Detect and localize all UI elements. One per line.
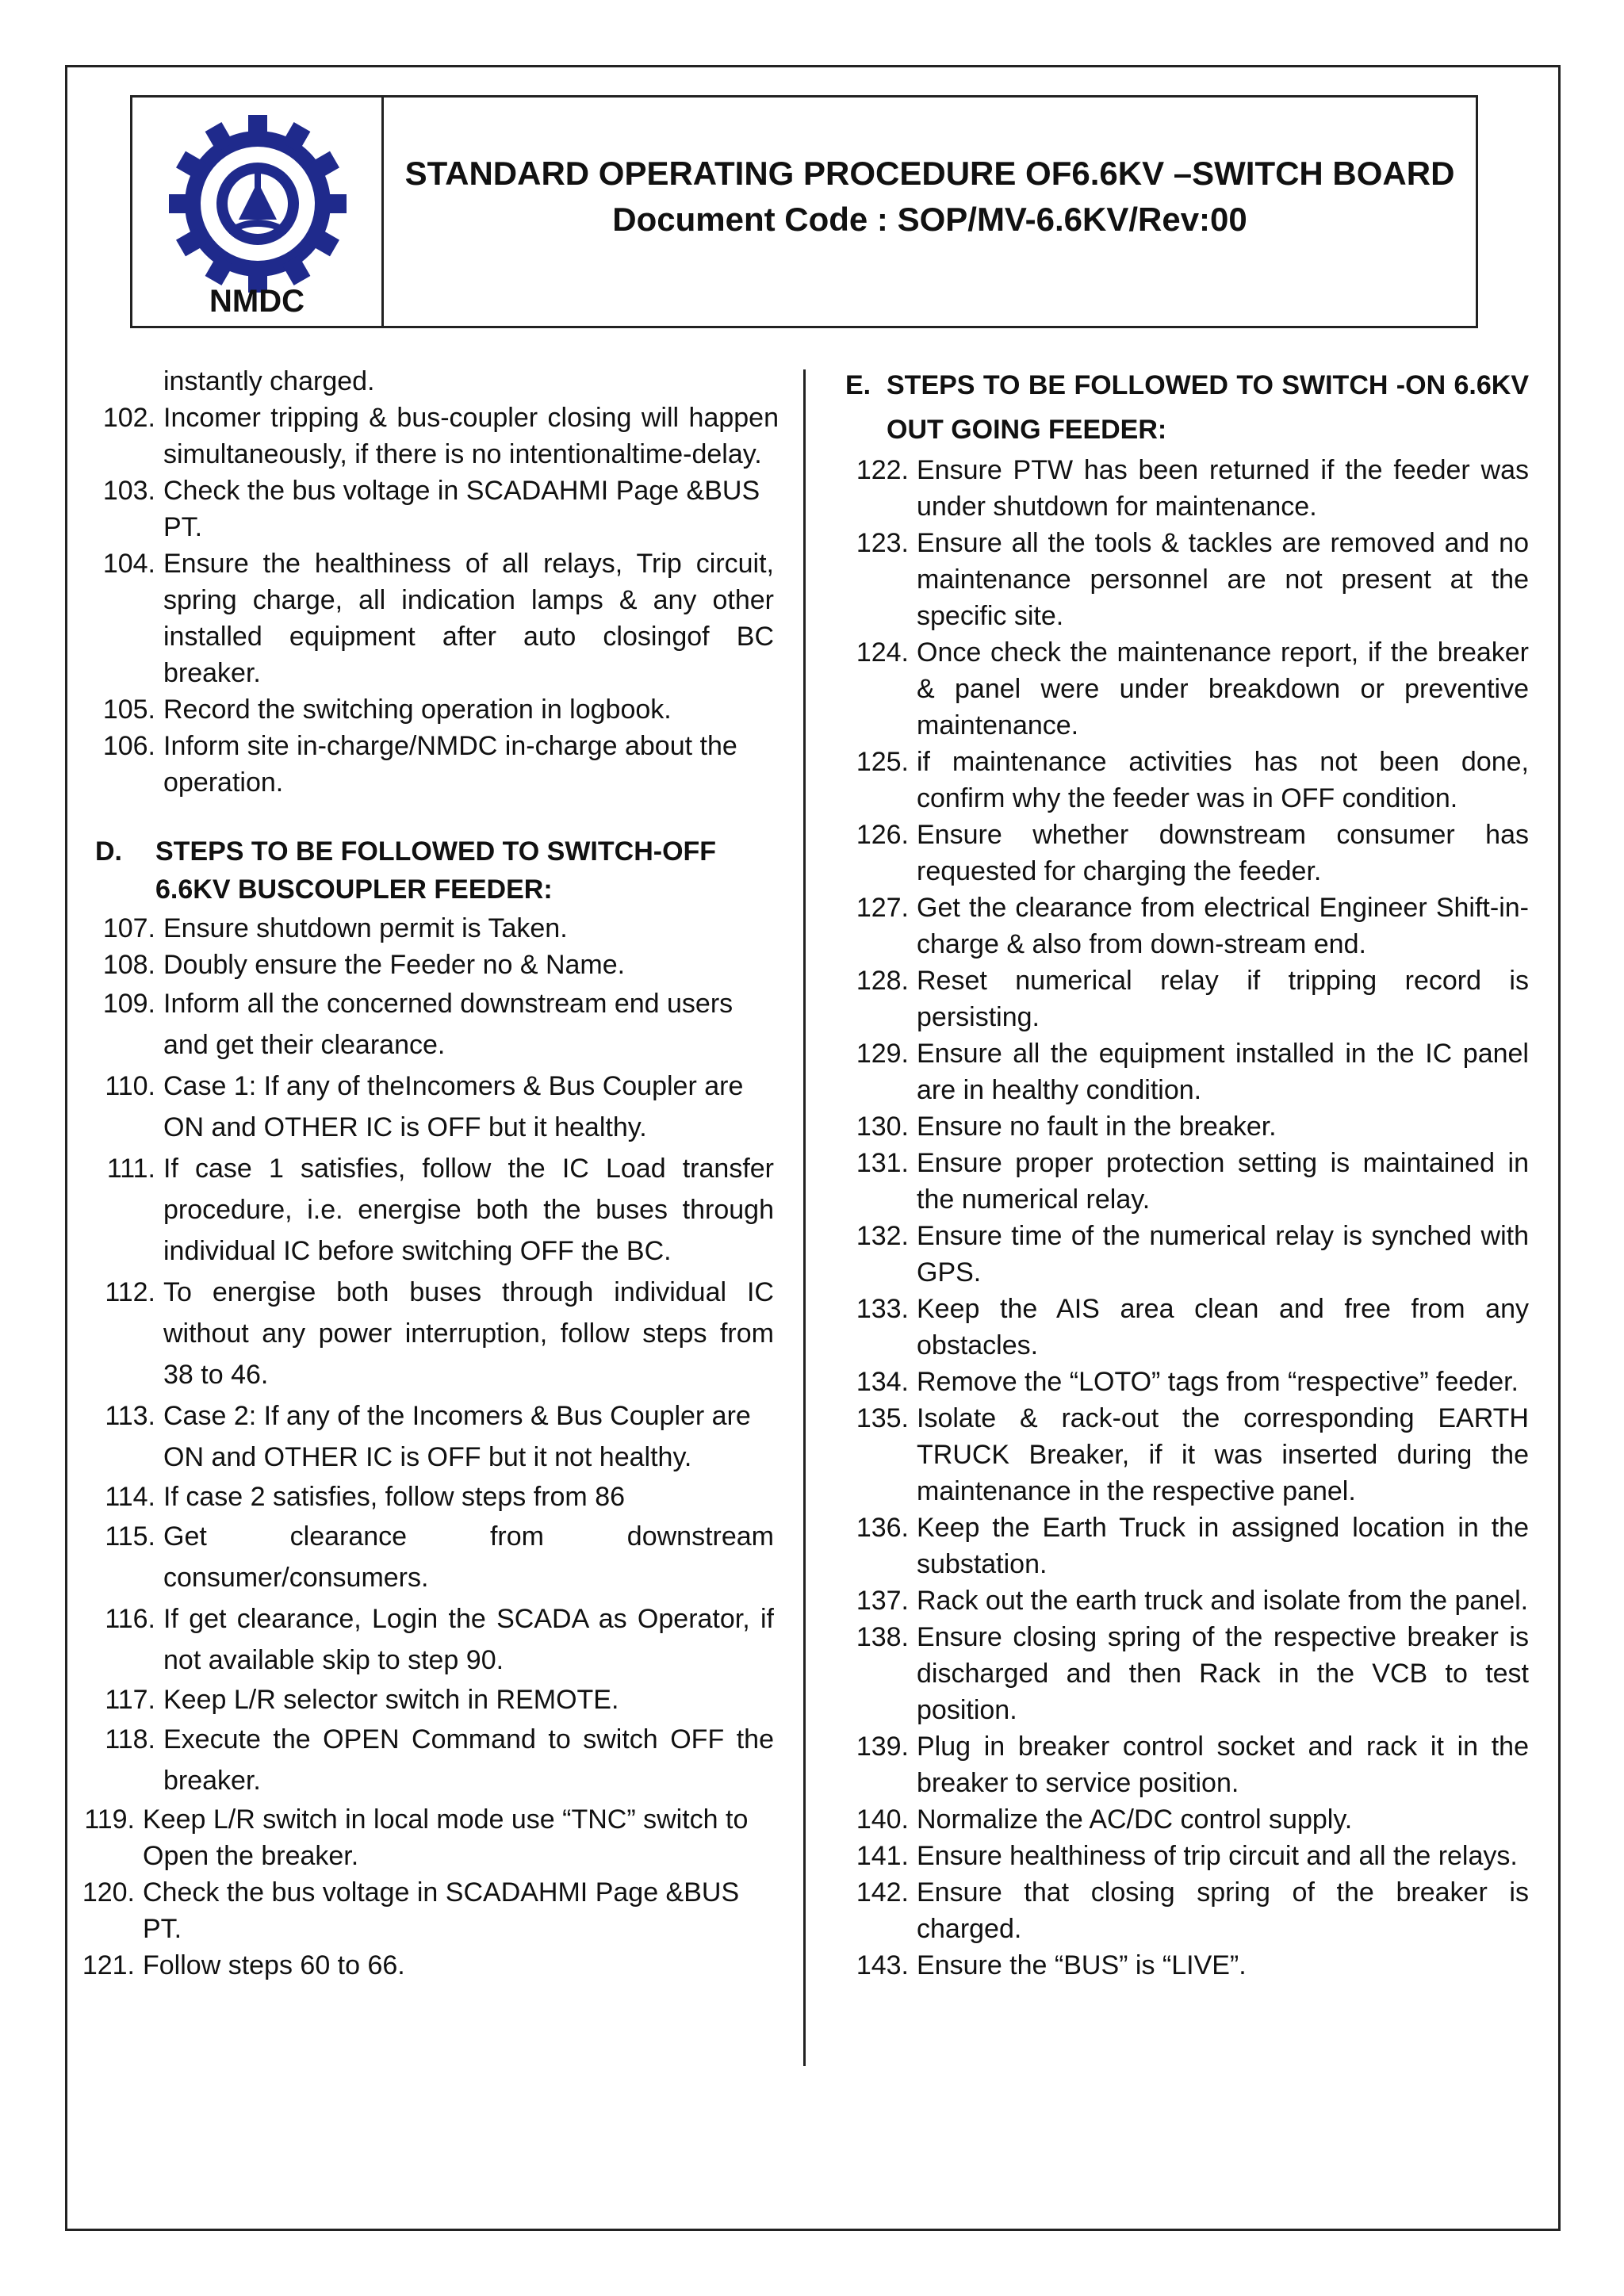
item-text: Execute the OPEN Command to switch OFF the breaker. [163,1724,774,1796]
item-text: Plug in breaker control socket and rack it in the breaker to service position. [917,1732,1529,1798]
item-text: Normalize the AC/DC control supply. [917,1804,1353,1835]
org-name: NMDC [209,284,304,319]
item-text: Get the clearance from electrical Engineer Shift-in-charge & also from down-stream end. [917,893,1529,959]
item-number: 120. [82,1877,135,1908]
item-text: Inform site in-charge/NMDC in-charge about the operation. [163,731,737,798]
item-text: If get clearance, Login the SCADA as Operator, if not available skip to step 90. [163,1604,774,1675]
item-text: To energise both buses through individual IC without any power interruption, follow steps from 38 to 46. [163,1277,774,1390]
item-number: 137. [856,1586,909,1616]
list-item [845,1838,1529,1874]
item-text: Reset numerical relay if tripping record is persisting. [917,966,1529,1032]
list-item [845,1510,1529,1582]
item-text: Ensure all the tools & tackles are removed and no maintenance personnel are not present at the specific site. [917,528,1529,631]
section-d-heading [76,832,774,909]
item-text: Check the bus voltage in SCADAHMI Page &BUS PT. [143,1877,740,1944]
list-item [59,1947,774,1984]
item-number: 125. [856,747,909,777]
item-text: Keep L/R switch in local mode use “TNC” switch to Open the breaker. [143,1804,749,1871]
item-text: If case 1 satisfies, follow the IC Load transfer procedure, i.e. energise both the buses through individual IC before switching OFF the BC. [163,1154,774,1266]
item-text: Ensure time of the numerical relay is synched with GPS. [917,1221,1529,1288]
list-item [845,744,1529,817]
item-text: Ensure closing spring of the respective breaker is discharged and then Rack in the VCB to test position. [917,1622,1529,1725]
list-item [845,1582,1529,1619]
item-number: 122. [856,455,909,485]
item-number: 108. [102,950,155,980]
item-text: Case 2: If any of the Incomers & Bus Coupler are ON and OTHER IC is OFF but it not healthy. [163,1401,751,1472]
list-item [845,1291,1529,1364]
item-number: 118. [105,1724,155,1755]
item-number: 134. [856,1367,909,1397]
item-text: if maintenance activities has not been done, confirm why the feeder was in OFF condition. [917,747,1529,813]
item-text: Inform all the concerned downstream end users and get their clearance. [163,989,733,1060]
item-number: 133. [856,1294,909,1324]
list-item [76,1066,774,1148]
list-item [76,1478,774,1516]
section-d-list [76,910,774,1801]
section-title: STEPS TO BE FOLLOWED TO SWITCH-OFF 6.6KV BUSCOUPLER FEEDER: [155,836,717,905]
item-number: 113. [105,1401,155,1431]
list-item [845,1619,1529,1728]
item-number: 107. [102,913,155,943]
item-number: 112. [105,1277,155,1307]
item-text: Keep the Earth Truck in assigned location in the substation. [917,1513,1529,1579]
list-item [845,817,1529,890]
item-number: 103. [102,476,155,506]
item-text: Follow steps 60 to 66. [143,1950,405,1980]
list-item [76,363,774,400]
list-item [76,1719,774,1801]
item-text: Ensure the “BUS” is “LIVE”. [917,1950,1247,1980]
list-item [845,1400,1529,1510]
item-number: 142. [856,1877,909,1908]
list-item [76,691,774,728]
item-text: Keep L/R selector switch in REMOTE. [163,1685,619,1715]
item-number: 116. [105,1604,155,1634]
list-item [76,400,779,473]
item-text: Rack out the earth truck and isolate from the panel. [917,1586,1529,1616]
item-number: 119. [84,1804,135,1835]
item-text: Check the bus voltage in SCADAHMI Page &BUS PT. [163,476,760,542]
document-header [130,95,1478,328]
item-text: Get clearance from downstream consumer/consumers. [163,1521,774,1593]
list-item [845,525,1529,634]
list-item [76,910,774,947]
item-number: 124. [856,637,909,668]
item-number: 138. [856,1622,909,1652]
list-item [845,1145,1529,1218]
item-number: 135. [856,1403,909,1433]
item-text: Ensure shutdown permit is Taken. [163,913,568,943]
item-text: Doubly ensure the Feeder no & Name. [163,950,626,980]
list-item [845,1728,1529,1801]
list-item [76,1681,774,1719]
list-item [845,634,1529,744]
item-text: Record the switching operation in logbook. [163,695,672,725]
item-text: Keep the AIS area clean and free from any obstacles. [917,1294,1529,1360]
item-number: 123. [856,528,909,558]
item-number: 115. [105,1521,155,1552]
item-text: Ensure whether downstream consumer has requested for charging the feeder. [917,820,1529,886]
list-item [76,1272,774,1395]
section-d-list-tail [59,1801,774,1984]
item-number: 132. [856,1221,909,1251]
list-item [845,452,1529,525]
column-divider [803,369,806,2066]
list-item [76,728,774,801]
continuation-text: instantly charged. [163,366,375,396]
item-text: Ensure the healthiness of all relays, Trip circuit, spring charge, all indication lamps & any other installed equipment after auto closingof BC breaker. [163,549,774,688]
list-item [59,1801,774,1874]
document-title: STANDARD OPERATING PROCEDURE OF6.6KV –SWITCH BOARD [404,155,1455,192]
item-number: 104. [102,549,155,579]
list-item [76,473,774,545]
item-number: 129. [856,1039,909,1069]
item-number: 127. [856,893,909,923]
item-number: 114. [105,1482,155,1512]
item-text: Ensure that closing spring of the breaker is charged. [917,1877,1529,1944]
item-number: 121. [82,1950,135,1980]
item-number: 117. [105,1685,155,1715]
section-title: STEPS TO BE FOLLOWED TO SWITCH -ON 6.6KV OUT GOING FEEDER: [887,370,1529,445]
list-item [76,1395,774,1478]
item-text: Ensure all the equipment installed in the IC panel are in healthy condition. [917,1039,1529,1105]
item-text: Once check the maintenance report, if the breaker & panel were under breakdown or preventive maintenance. [917,637,1529,740]
item-number: 136. [856,1513,909,1543]
item-number: 131. [856,1148,909,1178]
item-number: 140. [856,1804,909,1835]
title-cell [384,98,1476,326]
document-code: Document Code : SOP/MV-6.6KV/Rev:00 [612,201,1247,238]
item-number: 128. [856,966,909,996]
list-item [845,890,1529,962]
item-text: If case 2 satisfies, follow steps from 86 [163,1482,626,1512]
item-number: 130. [856,1112,909,1142]
item-text: Incomer tripping & bus-coupler closing will happen simultaneously, if there is no intentionaltime-delay. [163,403,779,469]
item-number: 143. [856,1950,909,1980]
item-number: 106. [102,731,155,761]
section-e-heading [845,363,1529,452]
item-number: 139. [856,1732,909,1762]
list-item [76,545,774,691]
item-number: 105. [102,695,155,725]
item-text: Ensure healthiness of trip circuit and all the relays. [917,1841,1518,1871]
list-item [845,962,1529,1035]
list-item [845,1801,1529,1838]
list-item [845,1947,1529,1984]
list-item [76,1148,774,1272]
item-text: Remove the “LOTO” tags from “respective” feeder. [917,1367,1519,1397]
item-text: Case 1: If any of theIncomers & Bus Coupler are ON and OTHER IC is OFF but it healthy. [163,1071,744,1142]
list-item [76,947,774,983]
item-text: Isolate & rack-out the corresponding EARTH TRUCK Breaker, if it was inserted during the maintenance in the respective panel. [917,1403,1529,1506]
list-item [845,1035,1529,1108]
list-item [845,1364,1529,1400]
list-item [845,1874,1529,1947]
right-column [845,363,1529,1984]
item-text: Ensure no fault in the breaker. [917,1112,1277,1142]
section-letter: D. [95,836,122,867]
list-item [76,983,774,1066]
logo-cell [132,98,384,326]
list-item [59,1874,774,1947]
list-item [845,1108,1529,1145]
item-number: 109. [102,989,155,1019]
section-e-list [845,452,1529,1984]
nmdc-logo-icon [163,109,353,299]
item-number: 126. [856,820,909,850]
list-item [76,1516,774,1598]
list-item [76,1598,774,1681]
item-number: 141. [856,1841,909,1871]
item-number: 111. [106,1154,155,1184]
item-text: Ensure proper protection setting is maintained in the numerical relay. [917,1148,1529,1215]
list-item [845,1218,1529,1291]
item-text: Ensure PTW has been returned if the feeder was under shutdown for maintenance. [917,455,1529,522]
section-letter: E. [845,370,871,400]
left-column [76,363,779,1984]
item-number: 102. [102,403,155,433]
item-number: 110. [105,1071,155,1101]
